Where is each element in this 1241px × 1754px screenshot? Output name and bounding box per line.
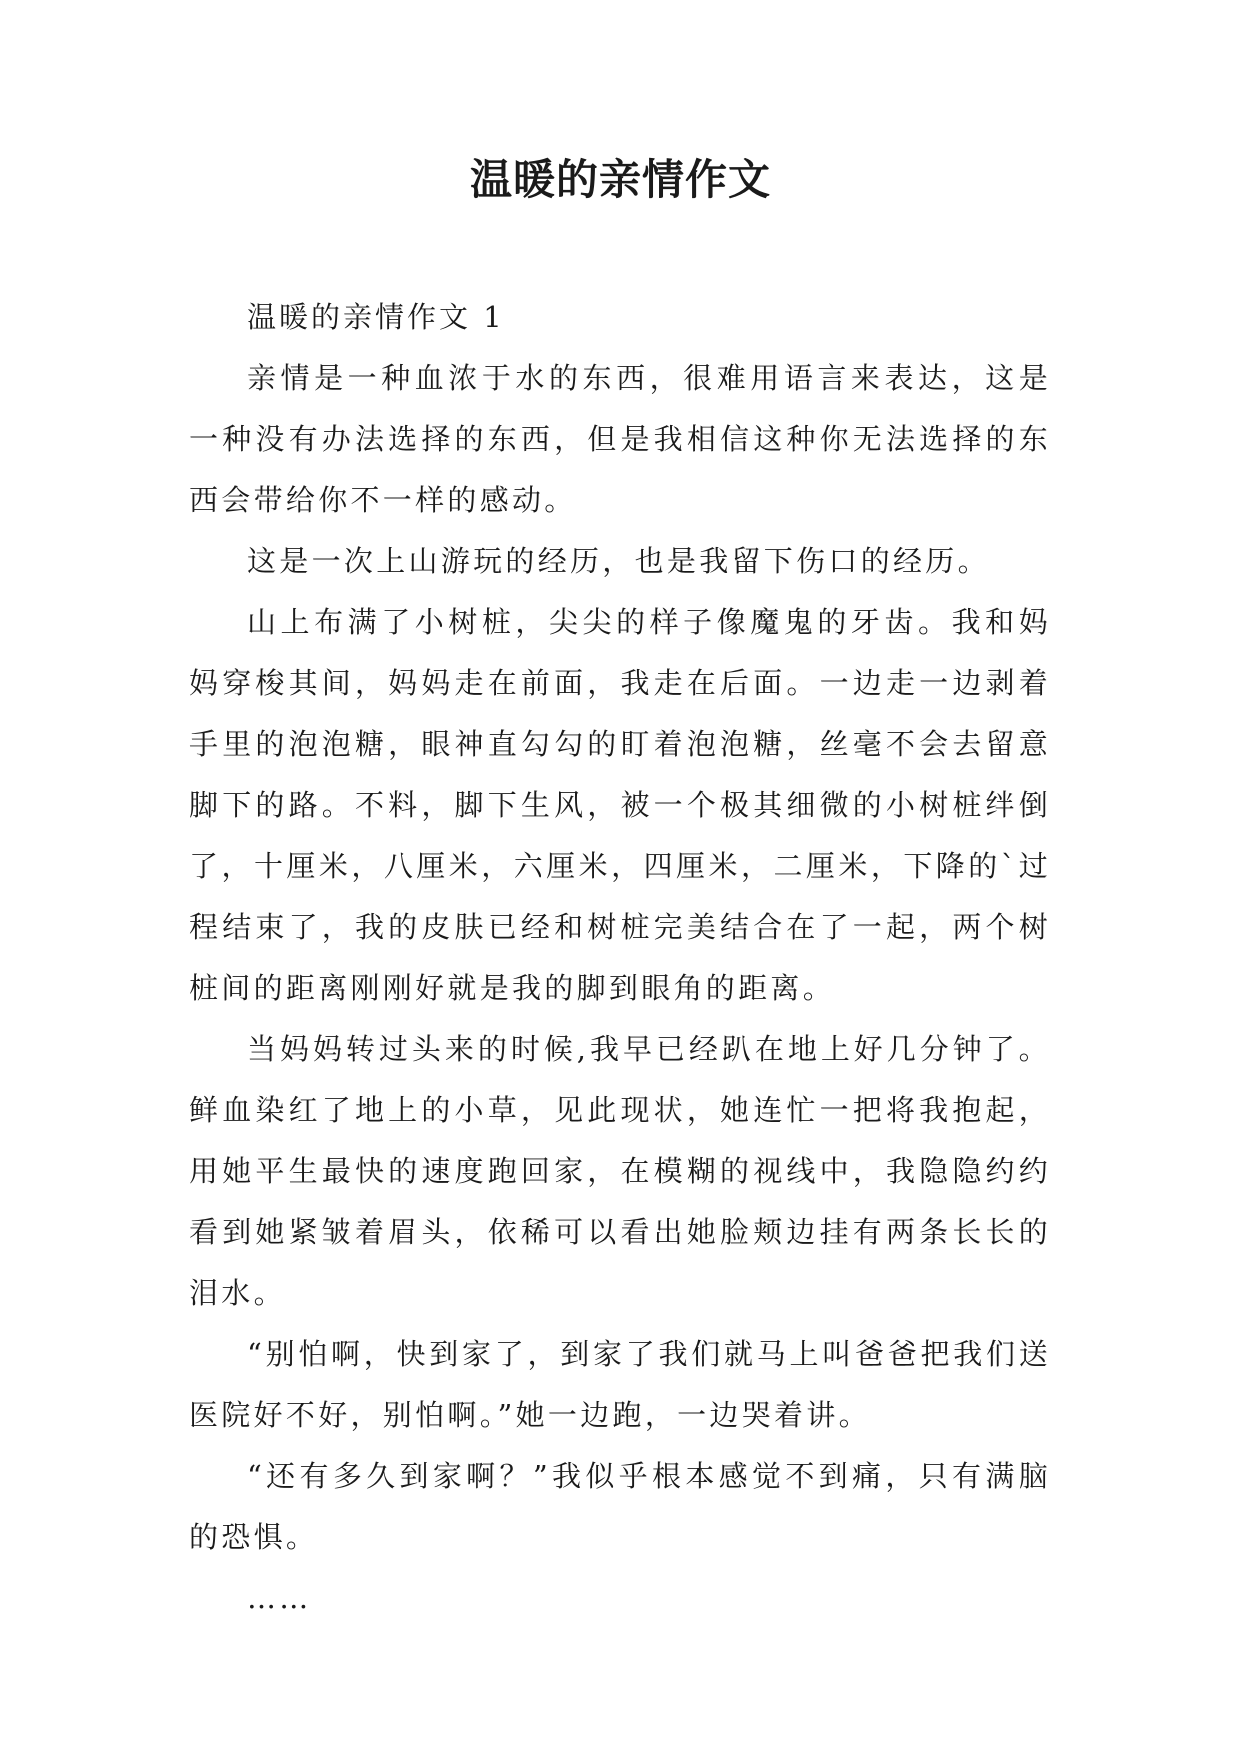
paragraph: 山上布满了小树桩，尖尖的样子像魔鬼的牙齿。我和妈妈穿梭其间，妈妈走在前面，我走在后面。一边走一边剥着手里的泡泡糖，眼神直勾勾的盯着泡泡糖，丝毫不会去留意脚下的路。不料，脚下生风，被一个极其细微的小树桩绊倒了，十厘米，八厘米，六厘米，四厘米，二厘米，下降的`过程结束了，我的皮肤已经和树桩完美结合在了一起，两个树桩间的距离刚刚好就是我的脚到眼角的距离。: [189, 605, 1051, 1005]
essay-subtitle: 温暖的亲情作文 1: [247, 300, 505, 334]
document-title: 温暖的亲情作文: [469, 155, 771, 204]
paragraph: “还有多久到家啊？”我似乎根本感觉不到痛，只有满脑的恐惧。: [189, 1459, 1051, 1554]
paragraph: 亲情是一种血浓于水的东西，很难用语言来表达，这是一种没有办法选择的东西，但是我相信这种你无法选择的东西会带给你不一样的感动。: [189, 361, 1051, 517]
paragraph: 当妈妈转过头来的时候,我早已经趴在地上好几分钟了。鲜血染红了地上的小草，见此现状，她连忙一把将我抱起，用她平生最快的速度跑回家，在模糊的视线中，我隐隐约约看到她紧皱着眉头，依稀可以看出她脸颊边挂有两条长长的泪水。: [189, 1032, 1051, 1310]
document-body: [189, 287, 1051, 1629]
paragraph: “别怕啊，快到家了，到家了我们就马上叫爸爸把我们送医院好不好，别怕啊。”她一边跑，一边哭着讲。: [189, 1337, 1051, 1432]
ellipsis-paragraph: ……: [247, 1581, 312, 1615]
paragraph: 这是一次上山游玩的经历，也是我留下伤口的经历。: [247, 544, 990, 578]
